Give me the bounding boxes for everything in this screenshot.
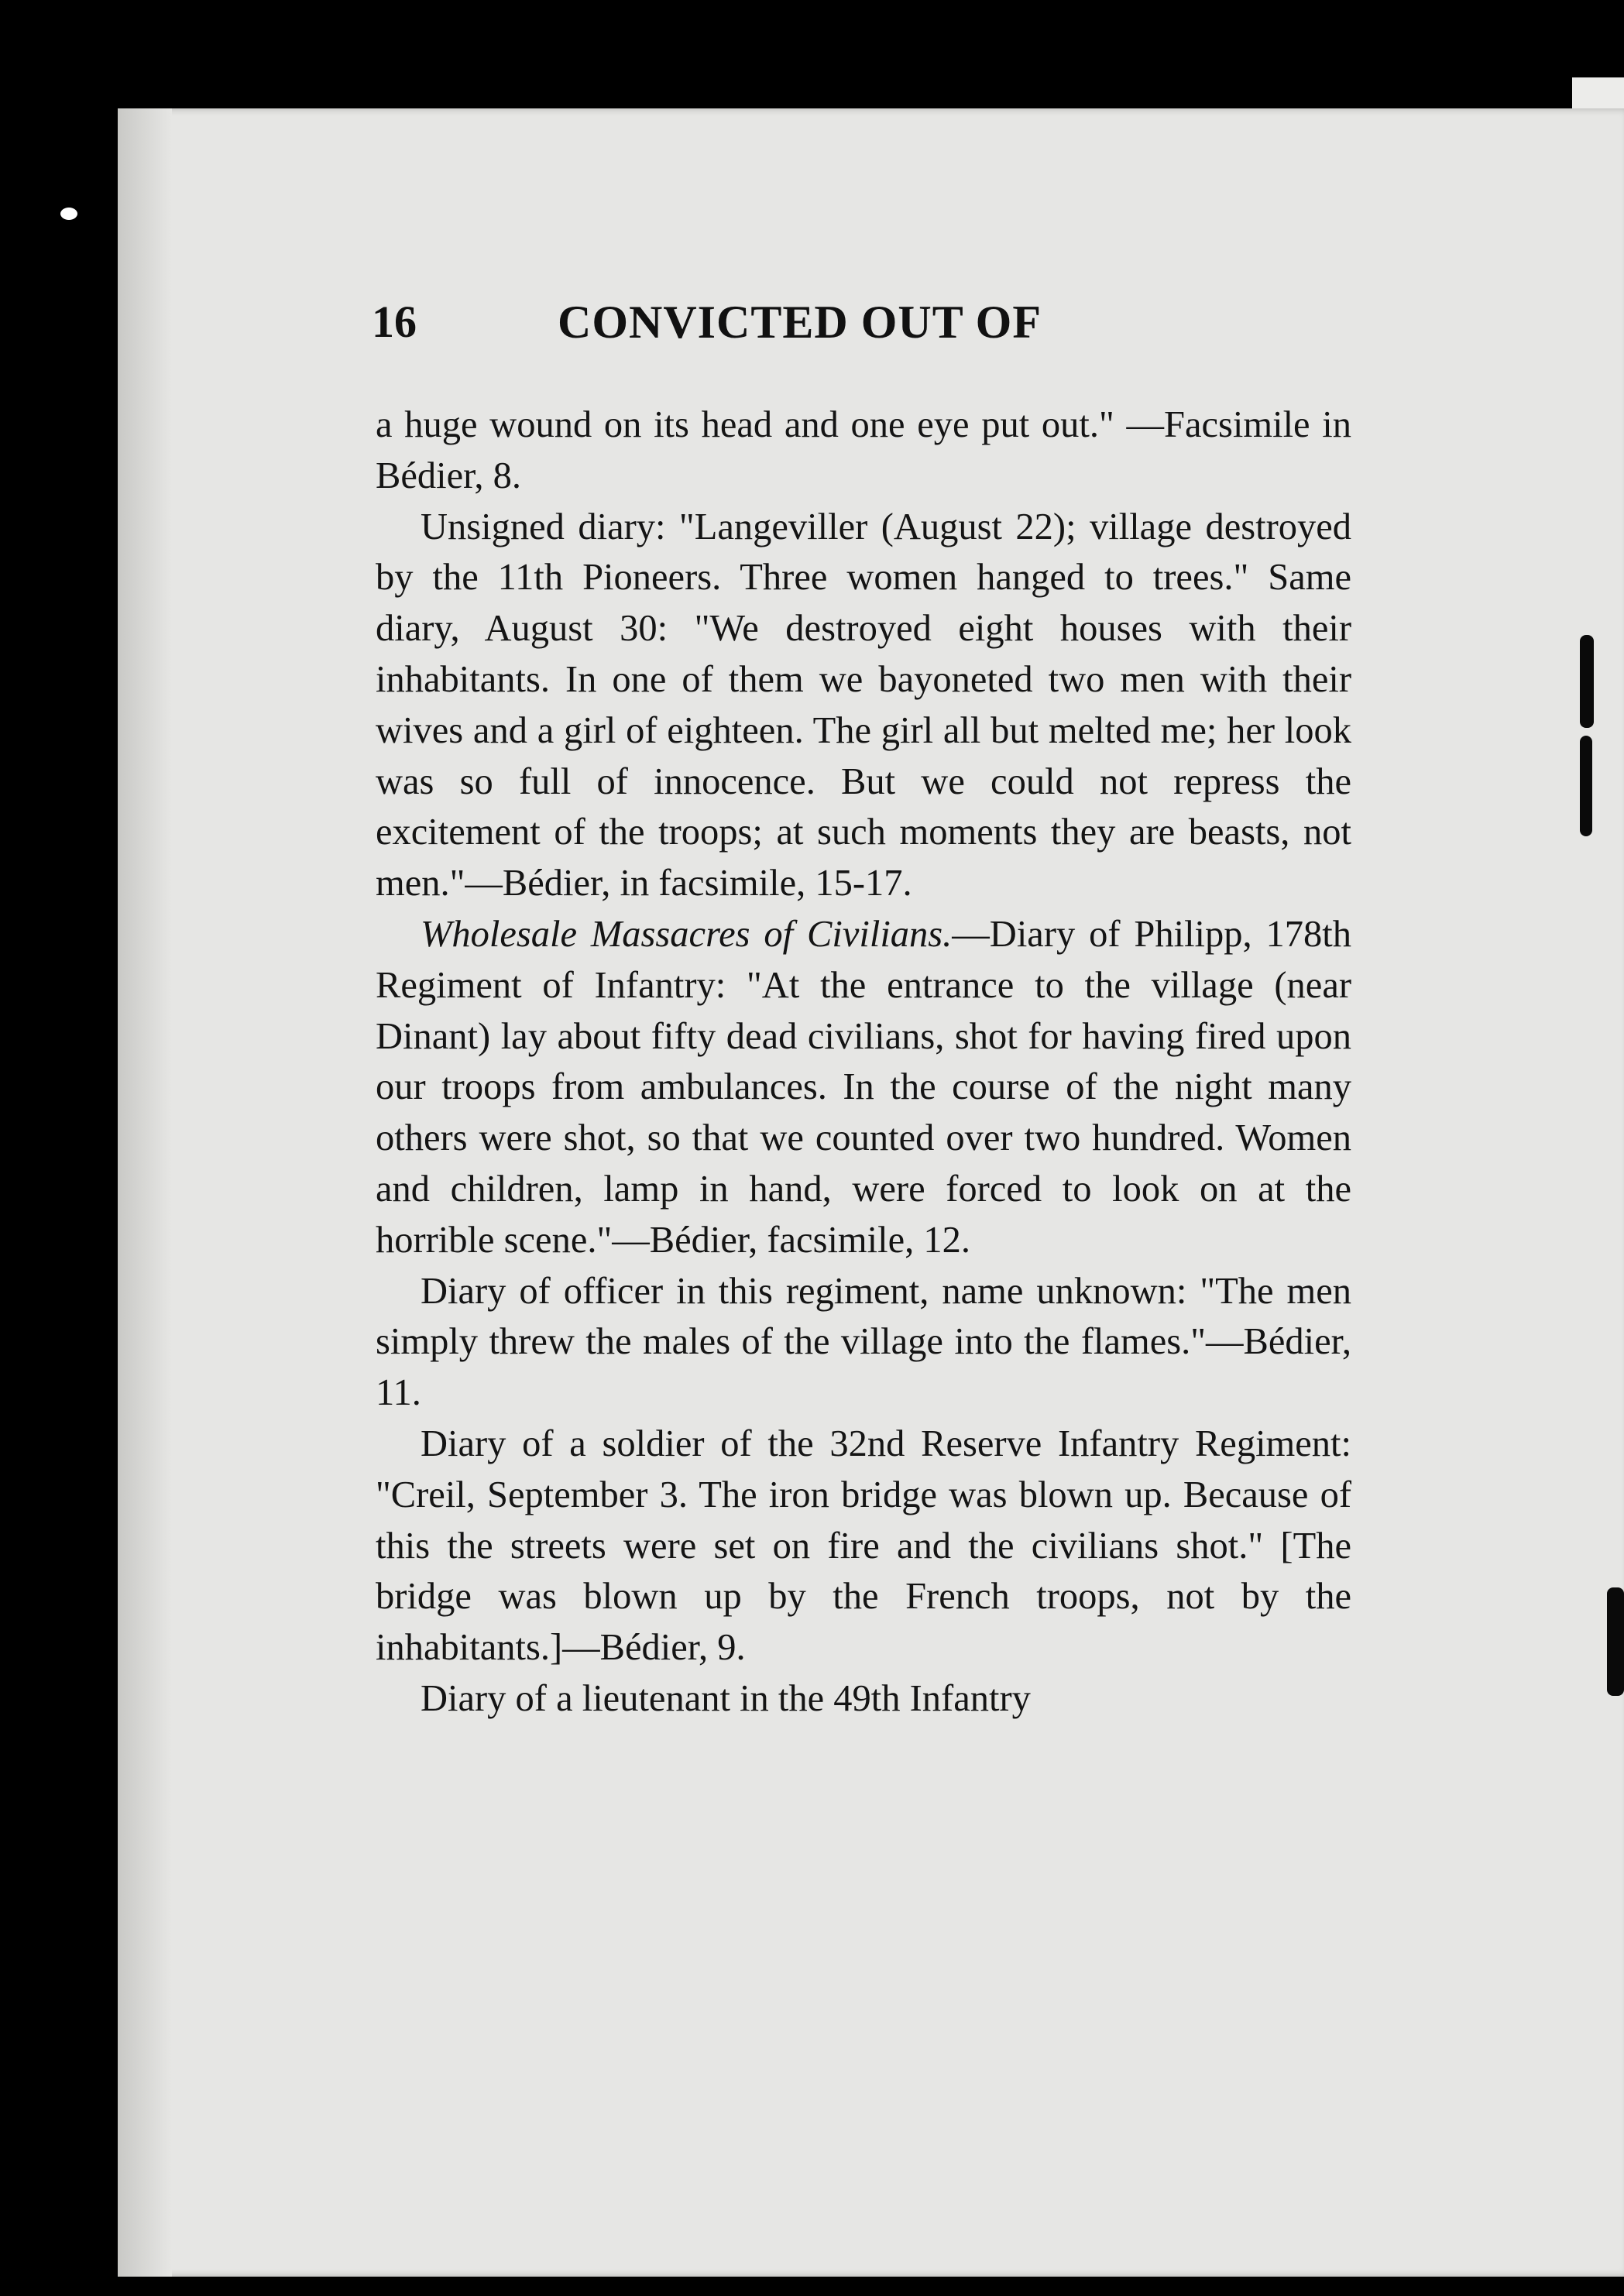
paragraph <box>376 909 1351 1266</box>
body-text <box>376 400 1351 1725</box>
edge-mark <box>1580 736 1592 836</box>
paragraph-text: Diary of officer in this regiment, name unknown: "The men simply threw the males of the village into the flames."—Bédier, 11. <box>376 1270 1351 1414</box>
edge-mark <box>1580 635 1594 728</box>
paragraph <box>376 1266 1351 1419</box>
edge-mark <box>1607 1587 1624 1696</box>
paragraph-text: Unsigned diary: "Langeviller (August 22); village destroyed by the 11th Pioneers. Three women hanged to trees." Same diary, August 30: "We destroyed eight houses with their inhabitants. In one of them we bayoneted two men with their wives and a girl of eighteen. The girl all but melted me; her look was so full of innocence. But we could not repress the excitement of the troops; at such moments they are beasts, not men."—Bédier, in facsimile, 15-17. <box>376 506 1351 904</box>
page-header <box>372 296 1239 358</box>
paragraph <box>376 1419 1351 1673</box>
paragraph <box>376 400 1351 502</box>
paragraph <box>376 502 1351 909</box>
paragraph <box>376 1673 1351 1725</box>
paragraph-text: a huge wound on its head and one eye put out." —Facsimile in Bédier, 8. <box>376 404 1351 496</box>
running-head: CONVICTED OUT OF <box>558 297 1042 348</box>
dust-speck <box>60 208 77 220</box>
page-gutter-shadow <box>118 108 172 2277</box>
paragraph-text: Diary of a soldier of the 32nd Reserve Infantry Regiment: "Creil, September 3. The iron bridge was blown up. Because of this the streets were set on fire and the civilians shot." [The bridge was blown up by the French troops, not by the inhabitants.]—Bédier, 9. <box>376 1423 1351 1669</box>
paragraph-text: Diary of a lieutenant in the 49th Infantry <box>421 1677 1031 1719</box>
paragraph-text: —Diary of Philipp, 178th Regiment of Infantry: "At the entrance to the village (near Dinant) lay about fifty dead civilians, shot for having fired upon our troops from ambulances. In the course of the night many others were shot, so that we counted over two hundred. Women and children, lamp in hand, were forced to look on at the horrible scene."—Bédier, facsimile, 12. <box>376 913 1351 1261</box>
page-number: 16 <box>372 297 417 347</box>
section-run-in-heading: Wholesale Massacres of Civilians. <box>421 913 953 955</box>
